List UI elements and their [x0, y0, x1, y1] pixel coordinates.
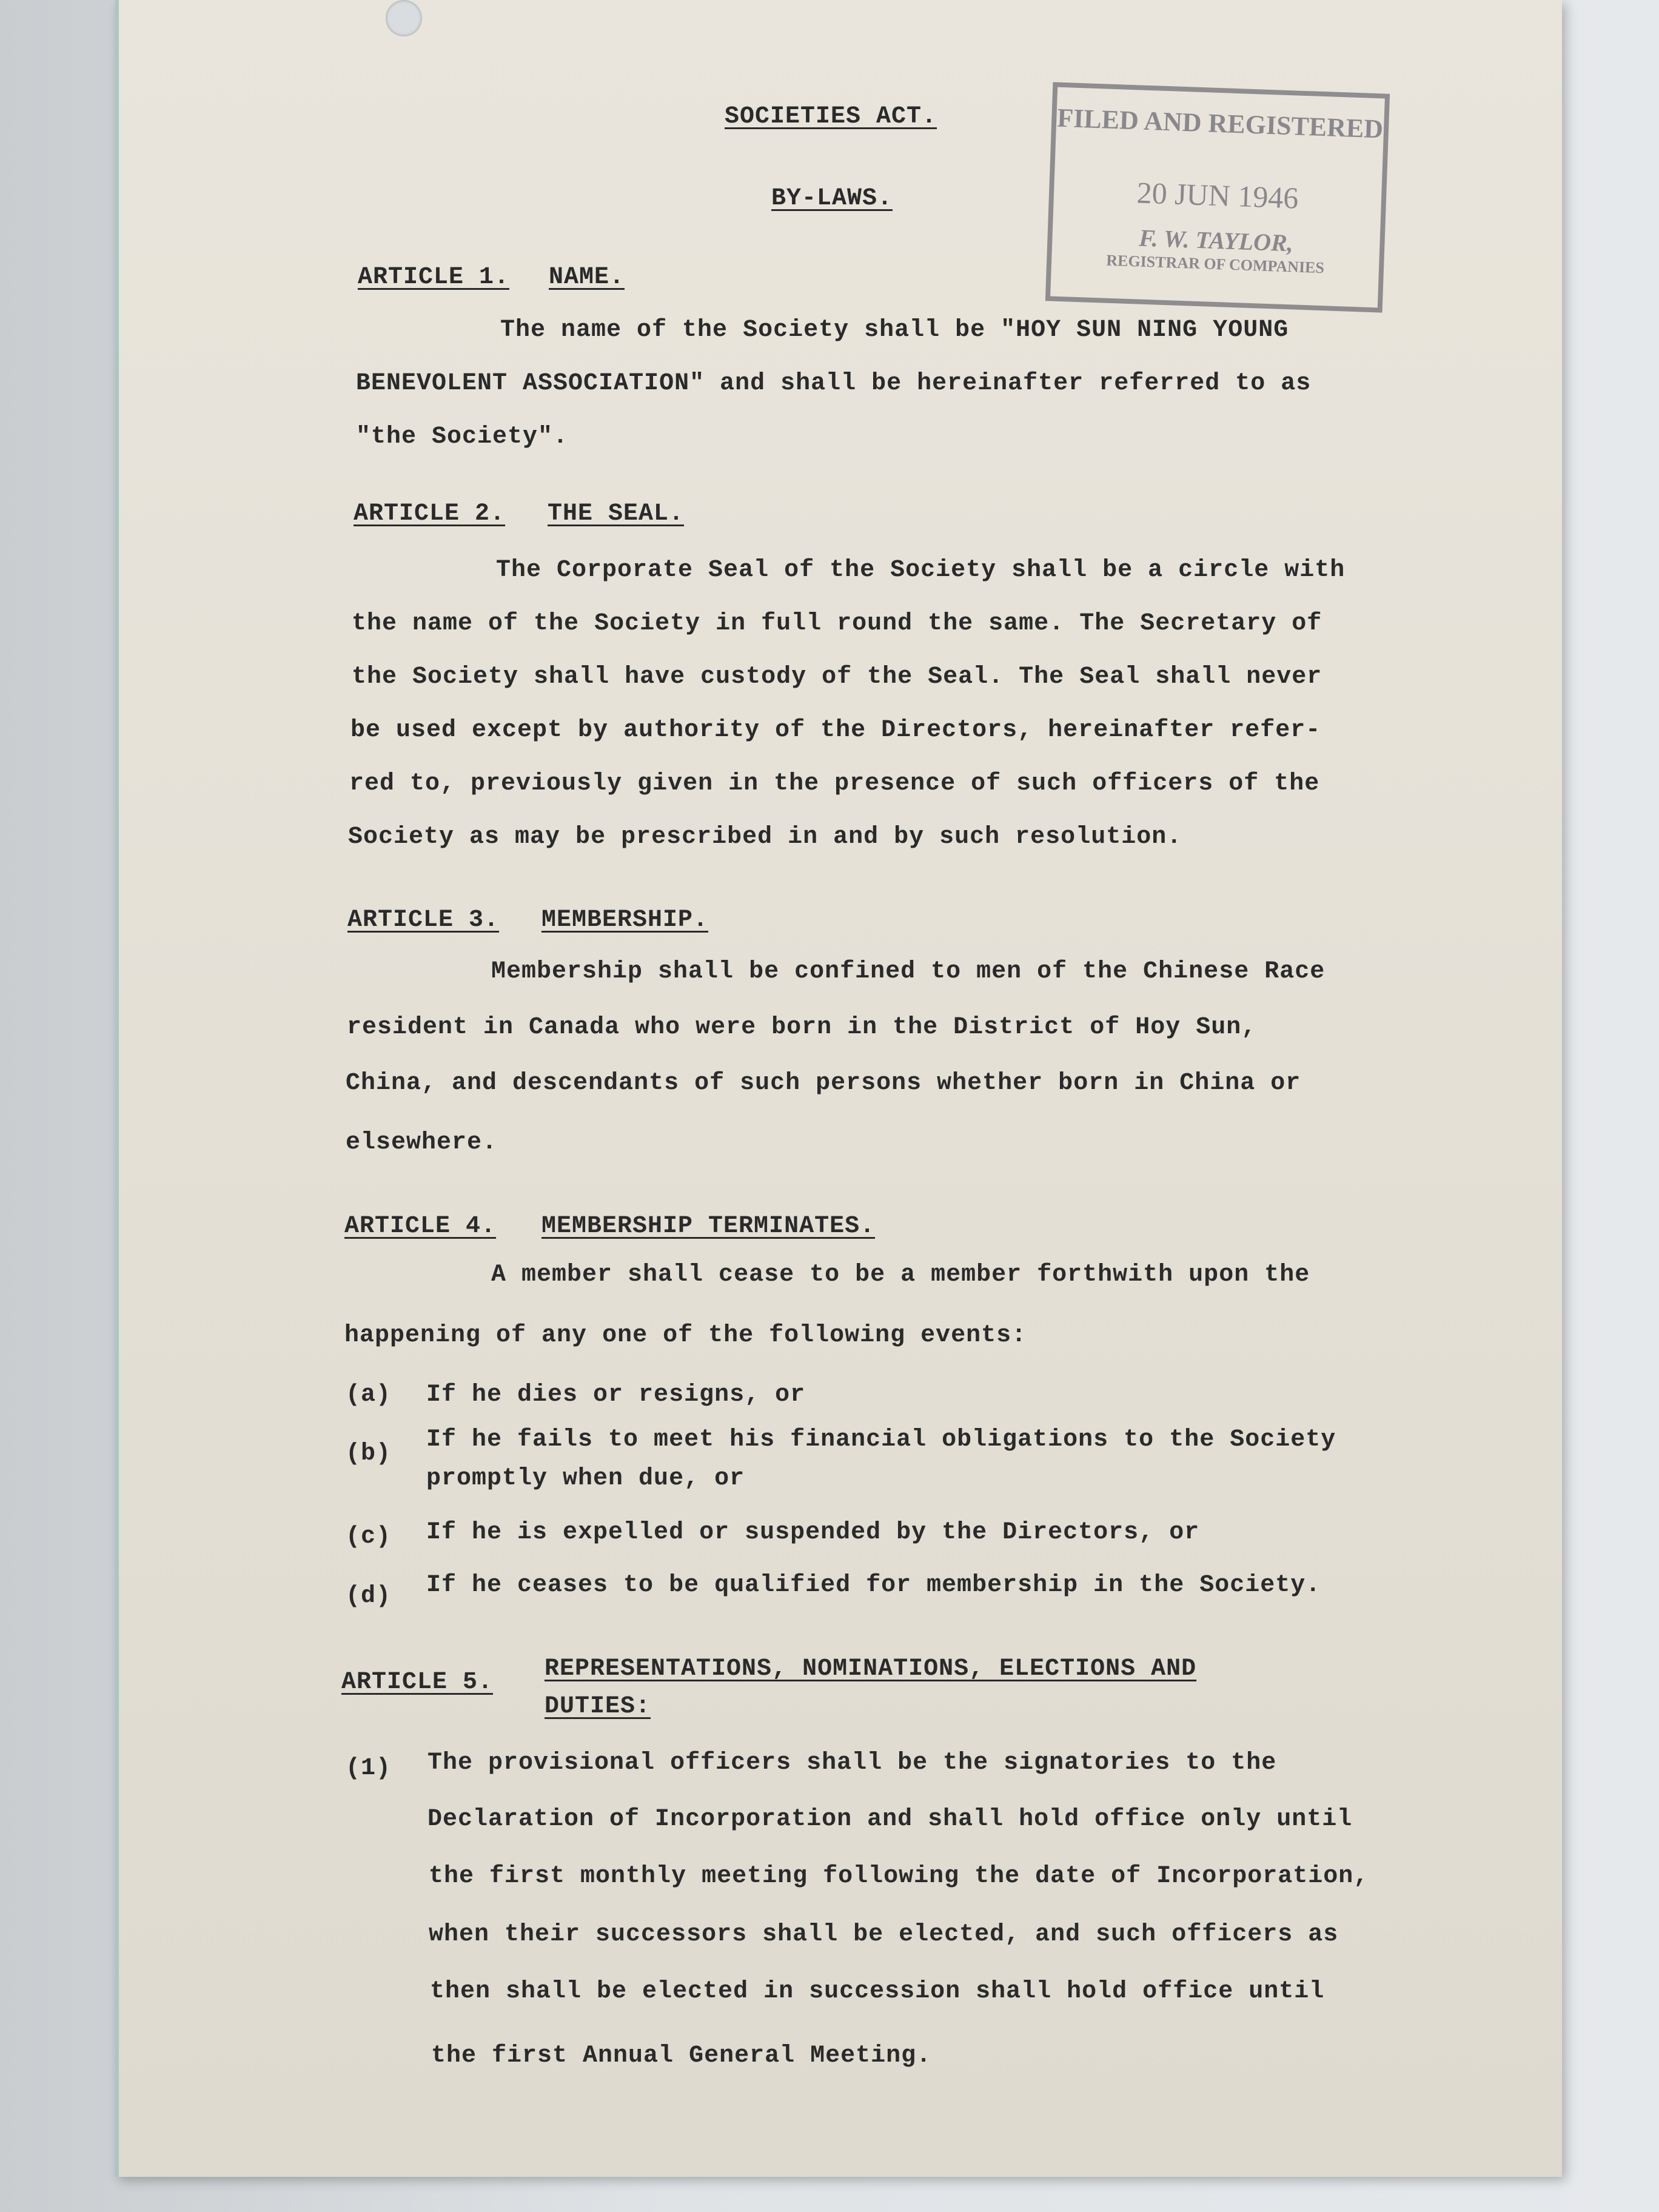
article-4-label: ARTICLE 4. — [344, 1213, 497, 1240]
list-item-text: If he ceases to be qualified for membership in the Society. — [426, 1572, 1321, 1599]
list-item-text: promptly when due, or — [426, 1465, 745, 1492]
article-4-line: happening of any one of the following events: — [344, 1322, 1027, 1349]
article-3-heading: MEMBERSHIP. — [541, 907, 709, 934]
article-2-line: Society as may be prescribed in and by such resolution. — [348, 823, 1182, 851]
article-5-label: ARTICLE 5. — [341, 1669, 494, 1696]
article-1-line: The name of the Society shall be "HOY SUN NING YOUNG — [500, 317, 1289, 344]
article-3-line: elsewhere. — [346, 1129, 498, 1156]
article-2-line: the Society shall have custody of the Seal. The Seal shall never — [352, 663, 1322, 691]
document-subtitle: BY-LAWS. — [771, 185, 893, 212]
article-1-heading: NAME. — [549, 264, 625, 291]
document-title: SOCIETIES ACT. — [725, 103, 937, 130]
article-4-line: A member shall cease to be a member forthwith upon the — [491, 1261, 1310, 1289]
article-1-line: "the Society". — [356, 423, 569, 451]
article-5-heading: REPRESENTATIONS, NOMINATIONS, ELECTIONS AND — [545, 1655, 1197, 1683]
stamp-name: F. W. TAYLOR, — [1138, 224, 1294, 257]
article-3-label: ARTICLE 3. — [347, 907, 500, 934]
article-2-heading: THE SEAL. — [548, 500, 685, 528]
list-item-mark: (1) — [346, 1755, 392, 1782]
article-5-line: the first Annual General Meeting. — [431, 2042, 932, 2070]
article-5-line: when their successors shall be elected, and such officers as — [429, 1921, 1339, 1948]
article-2-line: the name of the Society in full round the same. The Secretary of — [352, 610, 1322, 637]
article-2-line: The Corporate Seal of the Society shall be a circle with — [496, 557, 1346, 584]
article-5-line: the first monthly meeting following the date of Incorporation, — [429, 1863, 1369, 1890]
article-2-label: ARTICLE 2. — [354, 500, 506, 528]
stamp-date: 20 JUN 1946 — [1136, 175, 1299, 215]
article-3-line: resident in Canada who were born in the District of Hoy Sun, — [347, 1014, 1257, 1041]
article-1-line: BENEVOLENT ASSOCIATION" and shall be hereinafter referred to as — [356, 370, 1312, 397]
list-item-mark: (a) — [346, 1381, 392, 1409]
list-item-mark: (b) — [346, 1440, 392, 1467]
registration-stamp — [1045, 82, 1390, 312]
article-5-heading: DUTIES: — [545, 1693, 651, 1720]
list-item-mark: (c) — [346, 1523, 392, 1550]
stamp-role: REGISTRAR OF COMPANIES — [1105, 251, 1325, 277]
list-item-text: If he fails to meet his financial obligations to the Society — [426, 1426, 1336, 1453]
list-item-mark: (d) — [346, 1583, 392, 1610]
punch-hole — [386, 0, 422, 36]
article-4-heading: MEMBERSHIP TERMINATES. — [541, 1213, 876, 1240]
list-item-text: If he dies or resigns, or — [426, 1381, 806, 1409]
article-5-line: Declaration of Incorporation and shall hold office only until — [427, 1806, 1353, 1833]
article-2-line: red to, previously given in the presence of such officers of the — [349, 770, 1320, 797]
article-2-line: be used except by authority of the Directors, hereinafter refer- — [350, 717, 1321, 744]
article-1-label: ARTICLE 1. — [358, 264, 510, 291]
article-5-line: The provisional officers shall be the signatories to the — [427, 1749, 1277, 1777]
article-5-line: then shall be elected in succession shall hold office until — [430, 1978, 1325, 2005]
article-3-line: Membership shall be confined to men of the Chinese Race — [491, 958, 1326, 985]
list-item-text: If he is expelled or suspended by the Directors, or — [426, 1519, 1200, 1546]
stamp-line1: FILED AND REGISTERED — [1056, 102, 1384, 144]
article-3-line: China, and descendants of such persons whether born in China or — [346, 1070, 1301, 1097]
